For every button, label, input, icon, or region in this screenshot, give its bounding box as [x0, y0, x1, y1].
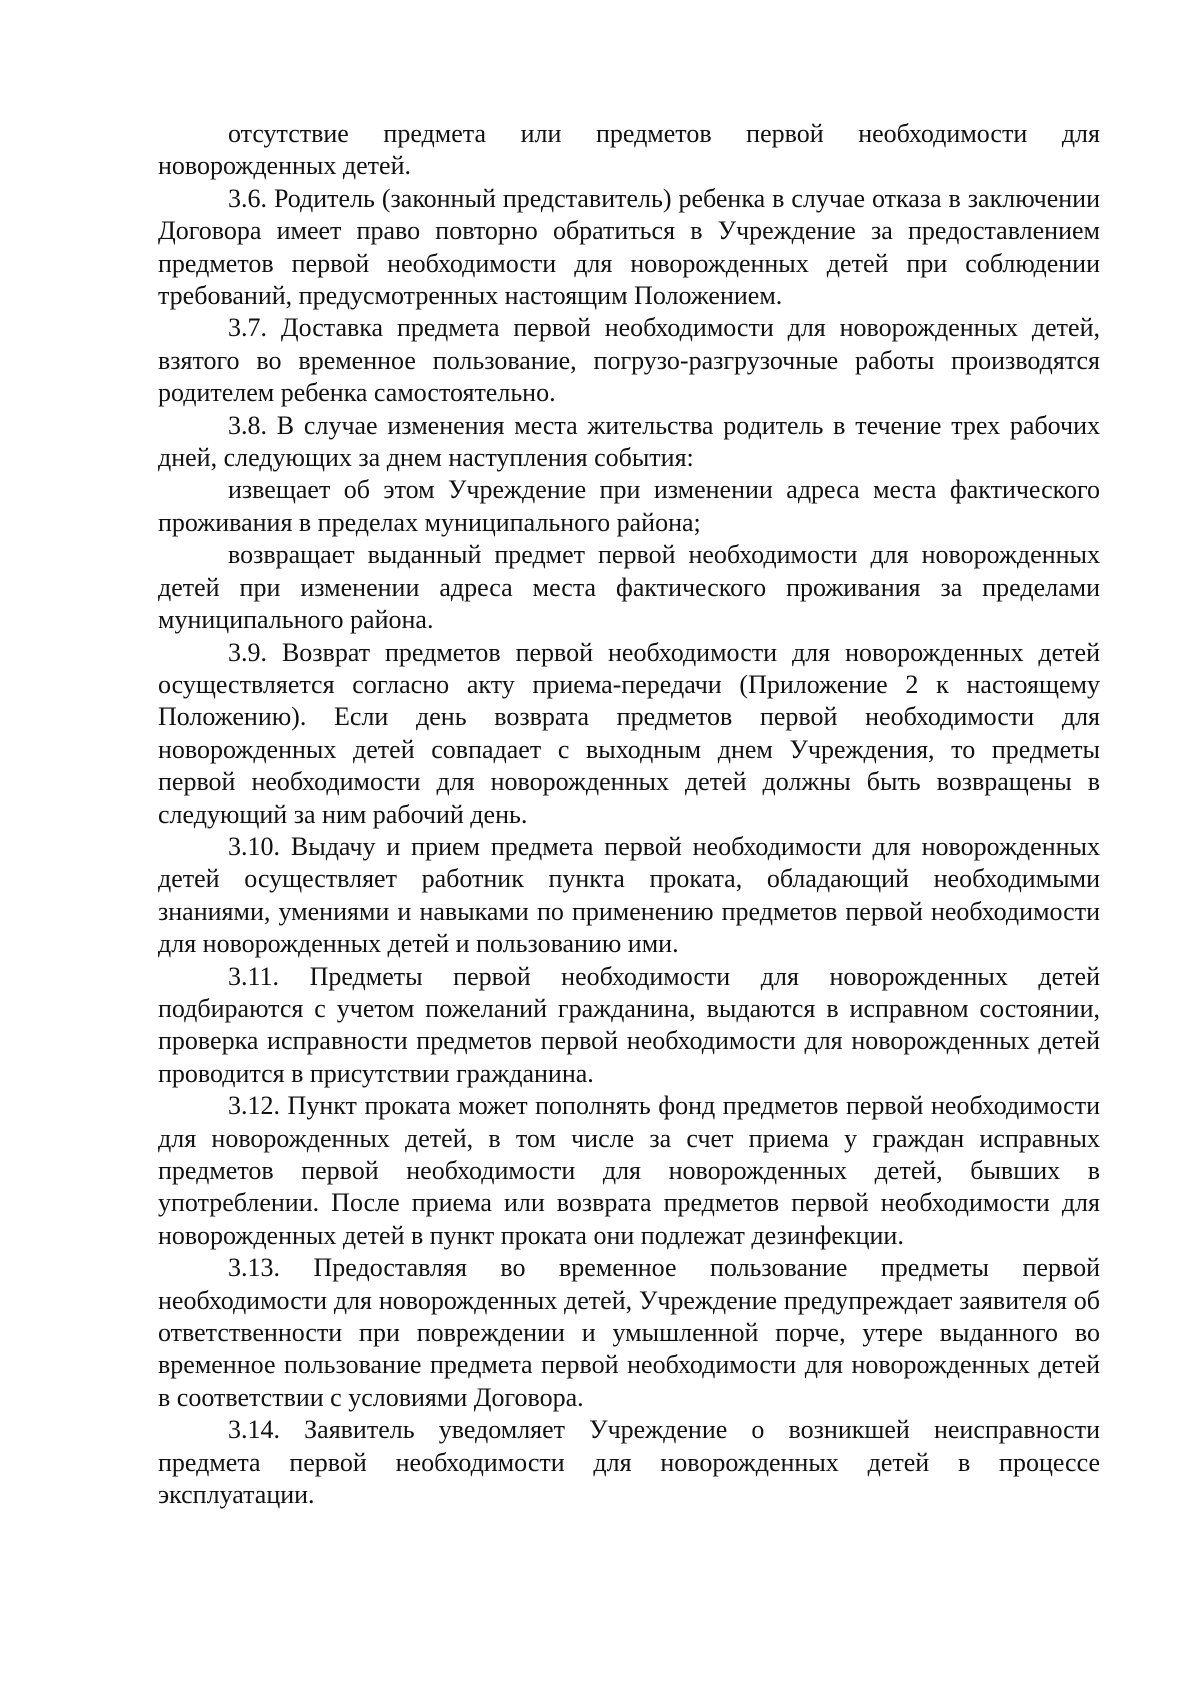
paragraph-3-14: 3.14. Заявитель уведомляет Учреждение о возникшей неисправности предмета первой необходимости для новорожденных детей в процессе эксплуатации. — [158, 1415, 1100, 1510]
paragraph-continuation: отсутствие предмета или предметов первой необходимости для новорожденных детей. — [158, 119, 1100, 181]
paragraph-3-8-item-2: возвращает выданный предмет первой необходимости для новорожденных детей при изменении адреса места фактического проживания за пределами муниципального района. — [158, 540, 1100, 635]
paragraph-3-13: 3.13. Предоставляя во временное пользование предметы первой необходимости для новорожденных детей, Учреждение предупреждает заявителя об ответственности при повреждении и умышленной порче, утере выданного во временное пользование предмета первой необходимости для новорожденных детей в соответствии с условиями Договора. — [158, 1253, 1100, 1412]
paragraph-3-11: 3.11. Предметы первой необходимости для новорожденных детей подбираются с учетом пожеланий гражданина, выдаются в исправном состоянии, проверка исправности предметов первой необходимости для новорожденных детей проводится в присутствии гражданина. — [158, 961, 1100, 1088]
paragraph-3-9: 3.9. Возврат предметов первой необходимости для новорожденных детей осуществляется согласно акту приема-передачи (Приложение 2 к настоящему Положению). Если день возврата предметов первой необходимости для новорожденных детей совпадает с выходным днем Учреждения, то предметы первой необходимости для новорожденных детей должны быть возвращены в следующий за ним рабочий день. — [158, 637, 1100, 829]
paragraph-3-8: 3.8. В случае изменения места жительства родитель в течение трех рабочих дней, следующих за днем наступления события: — [158, 410, 1100, 473]
paragraph-3-7: 3.7. Доставка предмета первой необходимости для новорожденных детей, взятого во временное пользование, погрузо-разгрузочные работы производятся родителем ребенка самостоятельно. — [158, 313, 1100, 408]
paragraph-3-8-item-1: извещает об этом Учреждение при изменении адреса места фактического проживания в пределах муниципального района; — [158, 475, 1100, 537]
paragraph-3-6: 3.6. Родитель (законный представитель) ребенка в случае отказа в заключении Договора имеет право повторно обратиться в Учреждение за предоставлением предметов первой необходимости для новорожденных детей при соблюдении требований, предусмотренных настоящим Положением. — [158, 183, 1100, 311]
paragraph-3-12: 3.12. Пункт проката может пополнять фонд предметов первой необходимости для новорожденных детей, в том числе за счет приема у граждан исправных предметов первой необходимости для новорожденных детей, бывших в употреблении. После приема или возврата предметов первой необходимости для новорожденных детей в пункт проката они подлежат дезинфекции. — [158, 1091, 1100, 1250]
paragraph-3-10: 3.10. Выдачу и прием предмета первой необходимости для новорожденных детей осуществляет работник пункта проката, обладающий необходимыми знаниями, умениями и навыками по применению предметов первой необходимости для новорожденных детей и пользованию ими. — [158, 831, 1100, 959]
document-page — [158, 118, 1100, 1511]
